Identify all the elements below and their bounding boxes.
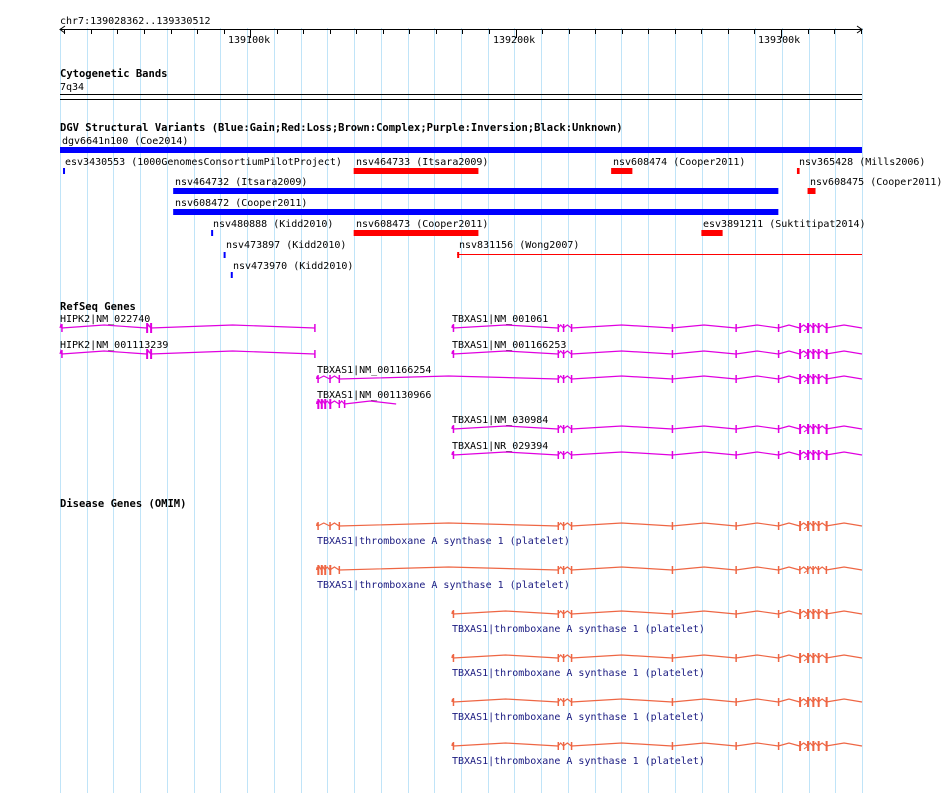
omim-gene-intron xyxy=(672,699,736,702)
refseq-gene-intron xyxy=(563,376,571,379)
omim-gene-intron xyxy=(571,567,672,570)
refseq-gene-intron xyxy=(453,325,558,328)
omim-gene-exon xyxy=(321,565,323,575)
omim-gene-intron xyxy=(563,567,571,570)
feature-label: HIPK2|NM_001113239 xyxy=(60,340,169,351)
omim-gene-intron xyxy=(826,699,862,702)
refseq-gene-intron xyxy=(563,351,571,354)
refseq-gene-intron xyxy=(736,376,778,379)
omim-gene-intron xyxy=(672,523,736,526)
refseq-gene-exon xyxy=(314,324,316,332)
omim-gene-intron xyxy=(330,523,339,526)
omim-gene-exon xyxy=(799,741,801,751)
refseq-gene-exon xyxy=(314,350,316,358)
omim-gene-exon xyxy=(571,742,573,750)
refseq-gene-exon xyxy=(812,450,814,460)
omim-gene-exon xyxy=(453,742,455,750)
refseq-gene-intron xyxy=(563,325,571,328)
omim-gene-exon xyxy=(812,741,814,751)
omim-gene-exon xyxy=(812,521,814,531)
refseq-gene-intron xyxy=(778,376,799,379)
refseq-gene-intron xyxy=(62,325,147,328)
omim-gene-intron xyxy=(672,743,736,746)
feature-label: TBXAS1|NR_029394 xyxy=(452,441,549,452)
omim-gene-exon xyxy=(826,653,828,663)
refseq-gene-exon xyxy=(571,425,573,433)
refseq-gene-exon xyxy=(735,451,737,459)
omim-gene-exon xyxy=(563,742,565,750)
refseq-gene-exon xyxy=(826,450,828,460)
refseq-gene-intron xyxy=(736,426,778,429)
refseq-gene-exon xyxy=(799,424,801,434)
omim-gene-intron xyxy=(453,655,558,658)
feature-label: nsv464733 (Itsara2009) xyxy=(356,157,489,168)
omim-gene-intron xyxy=(826,655,862,658)
omim-gene-exon xyxy=(818,741,820,751)
refseq-gene-intron xyxy=(672,452,736,455)
omim-gene-exon xyxy=(563,522,565,530)
omim-gene-exon xyxy=(735,566,737,574)
omim-gene-intron xyxy=(736,523,778,526)
omim-gene-exon xyxy=(826,521,828,531)
refseq-gene-intron xyxy=(778,351,799,354)
refseq-gene-intron xyxy=(318,376,330,379)
refseq-gene-intron xyxy=(62,351,147,354)
omim-gene-intron xyxy=(778,699,799,702)
refseq-gene-exon xyxy=(672,350,674,358)
refseq-gene-intron xyxy=(453,426,558,429)
refseq-gene-exon xyxy=(453,451,455,459)
feature-label: nsv831156 (Wong2007) xyxy=(459,240,580,251)
refseq-gene-intron xyxy=(736,325,778,328)
refseq-gene-exon xyxy=(453,324,455,332)
omim-gene-intron xyxy=(563,611,571,614)
refseq-gene-intron xyxy=(778,452,799,455)
refseq-gene-exon xyxy=(563,324,565,332)
omim-gene-exon xyxy=(571,610,573,618)
refseq-gene-exon xyxy=(826,374,828,384)
omim-gene-exon xyxy=(799,566,801,574)
refseq-gene-intron xyxy=(563,426,571,429)
dgv-feature xyxy=(354,168,479,174)
refseq-gene-exon xyxy=(826,323,828,333)
omim-gene-exon xyxy=(812,697,814,707)
refseq-gene-intron xyxy=(672,325,736,328)
cytoband-label: 7q34 xyxy=(60,82,85,93)
feature-label: esv3891211 (Suktitipat2014) xyxy=(703,219,866,230)
dgv-feature xyxy=(797,168,800,174)
omim-gene-intron xyxy=(826,611,862,614)
omim-gene-exon xyxy=(735,742,737,750)
feature-label: nsv473970 (Kidd2010) xyxy=(233,261,354,272)
omim-gene-exon xyxy=(812,653,814,663)
refseq-gene-exon xyxy=(778,375,780,383)
omim-gene-exon xyxy=(826,697,828,707)
omim-gene-exon xyxy=(453,698,455,706)
refseq-gene-exon xyxy=(339,400,341,408)
refseq-gene-exon xyxy=(558,350,560,358)
refseq-gene-exon xyxy=(735,324,737,332)
refseq-gene-intron xyxy=(826,325,862,328)
refseq-gene-intron xyxy=(571,325,672,328)
refseq-gene-intron xyxy=(826,452,862,455)
feature-label: TBXAS1|NM_001130966 xyxy=(317,390,432,401)
omim-gene-intron xyxy=(563,699,571,702)
omim-gene-exon xyxy=(563,610,565,618)
omim-gene-exon xyxy=(453,654,455,662)
refseq-gene-exon xyxy=(344,400,346,408)
omim-gene-intron xyxy=(563,655,571,658)
refseq-gene-intron xyxy=(826,351,862,354)
refseq-gene-intron xyxy=(563,452,571,455)
omim-gene-intron xyxy=(826,567,862,570)
omim-gene-intron xyxy=(736,567,778,570)
omim-gene-exon xyxy=(735,654,737,662)
feature-label: nsv365428 (Mills2006) xyxy=(799,157,926,168)
refseq-gene-exon xyxy=(818,323,820,333)
refseq-gene-intron xyxy=(672,351,736,354)
refseq-gene-exon xyxy=(672,324,674,332)
refseq-gene-exon xyxy=(818,349,820,359)
feature-label: nsv473897 (Kidd2010) xyxy=(226,240,347,251)
dgv-feature xyxy=(60,147,862,153)
omim-gene-exon xyxy=(571,698,573,706)
omim-gene-intron xyxy=(778,611,799,614)
refseq-gene-exon xyxy=(799,374,801,384)
ruler-tick-label: 139200k xyxy=(493,35,536,46)
omim-gene-exon xyxy=(778,566,780,574)
refseq-gene-intron xyxy=(571,452,672,455)
feature-label: TBXAS1|thromboxane A synthase 1 (platelet) xyxy=(452,712,705,723)
refseq-gene-intron xyxy=(778,426,799,429)
refseq-gene-intron xyxy=(778,325,799,328)
omim-gene-exon xyxy=(826,741,828,751)
omim-gene-exon xyxy=(558,522,560,530)
refseq-gene-exon xyxy=(778,451,780,459)
omim-gene-intron xyxy=(453,699,558,702)
feature-label: nsv480888 (Kidd2010) xyxy=(213,219,334,230)
refseq-gene-exon xyxy=(735,375,737,383)
refseq-gene-intron xyxy=(826,376,862,379)
refseq-gene-exon xyxy=(799,349,801,359)
omim-gene-exon xyxy=(818,653,820,663)
refseq-gene-exon xyxy=(778,350,780,358)
omim-gene-exon xyxy=(818,697,820,707)
refseq-gene-exon xyxy=(812,323,814,333)
omim-gene-intron xyxy=(818,567,826,570)
omim-gene-exon xyxy=(778,654,780,662)
refseq-gene-exon xyxy=(826,424,828,434)
refseq-gene-exon xyxy=(317,375,319,383)
omim-gene-intron xyxy=(672,567,736,570)
omim-gene-exon xyxy=(778,610,780,618)
omim-gene-exon xyxy=(563,654,565,662)
refseq-gene-exon xyxy=(672,451,674,459)
refseq-gene-intron xyxy=(453,452,558,455)
omim-gene-exon xyxy=(672,654,674,662)
ruler-tick-label: 139300k xyxy=(758,35,801,46)
refseq-gene-exon xyxy=(563,350,565,358)
omim-gene-exon xyxy=(317,522,319,530)
refseq-gene-exon xyxy=(812,349,814,359)
omim-gene-intron xyxy=(339,523,558,526)
refseq-gene-intron xyxy=(571,351,672,354)
feature-label: nsv608474 (Cooper2011) xyxy=(613,157,746,168)
refseq-gene-exon xyxy=(150,323,152,333)
omim-gene-intron xyxy=(571,523,672,526)
dgv-feature xyxy=(211,230,213,236)
refseq-gene-exon xyxy=(558,451,560,459)
refseq-gene-intron xyxy=(571,426,672,429)
refseq-gene-intron xyxy=(826,426,862,429)
omim-gene-intron xyxy=(318,523,330,526)
omim-gene-exon xyxy=(571,522,573,530)
refseq-gene-exon xyxy=(826,349,828,359)
refseq-gene-exon xyxy=(799,323,801,333)
omim-gene-intron xyxy=(736,743,778,746)
omim-gene-exon xyxy=(672,566,674,574)
omim-gene-intron xyxy=(571,699,672,702)
feature-label: nsv464732 (Itsara2009) xyxy=(175,177,308,188)
refseq-gene-exon xyxy=(571,350,573,358)
omim-gene-intron xyxy=(672,611,736,614)
refseq-gene-intron xyxy=(736,452,778,455)
omim-gene-exon xyxy=(818,521,820,531)
omim-gene-intron xyxy=(453,743,558,746)
omim-gene-exon xyxy=(563,566,565,574)
refseq-gene-intron xyxy=(339,376,558,379)
omim-gene-exon xyxy=(672,698,674,706)
refseq-gene-intron xyxy=(330,376,339,379)
omim-gene-exon xyxy=(324,565,326,575)
feature-label: TBXAS1|NM_001061 xyxy=(452,314,549,325)
omim-gene-exon xyxy=(778,698,780,706)
omim-gene-exon xyxy=(735,522,737,530)
feature-label: esv3430553 (1000GenomesConsortiumPilotProject) xyxy=(65,157,342,168)
refseq-gene-intron xyxy=(571,376,672,379)
omim-gene-exon xyxy=(672,610,674,618)
omim-gene-exon xyxy=(735,698,737,706)
omim-gene-exon xyxy=(558,610,560,618)
refseq-gene-exon xyxy=(571,451,573,459)
dgv-feature xyxy=(611,168,632,174)
feature-label: TBXAS1|NM_001166254 xyxy=(317,365,432,376)
feature-label: nsv608475 (Cooper2011) xyxy=(810,177,942,188)
dgv-feature xyxy=(63,168,65,174)
track-title-dgv: DGV Structural Variants (Blue:Gain;Red:Loss;Brown:Complex;Purple:Inversion;Black:Unknown) xyxy=(60,122,623,134)
track-title-refseq: RefSeq Genes xyxy=(60,301,136,313)
refseq-gene-intron xyxy=(736,351,778,354)
track-title-omim: Disease Genes (OMIM) xyxy=(60,498,187,510)
feature-label: HIPK2|NM_022740 xyxy=(60,314,151,325)
refseq-gene-exon xyxy=(672,375,674,383)
track-title-cytoband: Cytogenetic Bands xyxy=(60,68,168,80)
refseq-gene-exon xyxy=(818,374,820,384)
refseq-gene-exon xyxy=(563,375,565,383)
feature-label: dgv6641n100 (Coe2014) xyxy=(62,136,189,147)
refseq-gene-exon xyxy=(61,324,63,332)
feature-label: TBXAS1|thromboxane A synthase 1 (platelet) xyxy=(452,624,705,635)
dgv-feature xyxy=(224,252,226,258)
omim-gene-exon xyxy=(826,566,828,574)
refseq-gene-exon xyxy=(329,375,331,383)
omim-gene-exon xyxy=(558,698,560,706)
ruler-position: chr7:139028362..139330512 xyxy=(60,16,211,27)
omim-gene-exon xyxy=(812,609,814,619)
omim-gene-exon xyxy=(799,697,801,707)
feature-label: nsv608473 (Cooper2011) xyxy=(356,219,489,230)
omim-gene-exon xyxy=(735,610,737,618)
refseq-gene-exon xyxy=(453,350,455,358)
omim-gene-intron xyxy=(453,611,558,614)
refseq-gene-exon xyxy=(558,425,560,433)
omim-gene-intron xyxy=(571,743,672,746)
feature-label: TBXAS1|thromboxane A synthase 1 (platelet) xyxy=(317,580,570,591)
dgv-feature xyxy=(231,272,233,278)
omim-gene-exon xyxy=(329,522,331,530)
omim-gene-exon xyxy=(558,566,560,574)
omim-gene-exon xyxy=(339,566,341,574)
refseq-gene-exon xyxy=(453,425,455,433)
refseq-gene-exon xyxy=(61,350,63,358)
omim-gene-exon xyxy=(317,565,319,575)
refseq-gene-intron xyxy=(453,351,558,354)
omim-gene-exon xyxy=(571,566,573,574)
omim-gene-intron xyxy=(778,655,799,658)
refseq-gene-exon xyxy=(571,375,573,383)
omim-gene-exon xyxy=(778,742,780,750)
omim-gene-intron xyxy=(778,743,799,746)
refseq-gene-intron xyxy=(672,426,736,429)
feature-label: TBXAS1|NM_030984 xyxy=(452,415,549,426)
omim-gene-intron xyxy=(826,743,862,746)
ruler-tick-label: 139100k xyxy=(228,35,271,46)
refseq-gene-intron xyxy=(344,401,396,404)
omim-gene-intron xyxy=(736,655,778,658)
omim-gene-intron xyxy=(736,699,778,702)
omim-gene-exon xyxy=(672,742,674,750)
refseq-gene-exon xyxy=(339,375,341,383)
refseq-gene-exon xyxy=(778,425,780,433)
feature-label: TBXAS1|thromboxane A synthase 1 (platelet) xyxy=(317,536,570,547)
omim-gene-exon xyxy=(571,654,573,662)
refseq-gene-exon xyxy=(563,425,565,433)
omim-gene-exon xyxy=(453,610,455,618)
omim-gene-intron xyxy=(778,567,799,570)
dgv-feature xyxy=(808,188,816,194)
dgv-feature xyxy=(701,230,722,236)
omim-gene-intron xyxy=(563,523,571,526)
omim-gene-exon xyxy=(818,566,820,574)
omim-gene-exon xyxy=(672,522,674,530)
refseq-gene-exon xyxy=(818,450,820,460)
feature-label: TBXAS1|thromboxane A synthase 1 (platelet) xyxy=(452,668,705,679)
omim-gene-exon xyxy=(778,522,780,530)
omim-gene-exon xyxy=(563,698,565,706)
feature-label: TBXAS1|NM_001166253 xyxy=(452,340,567,351)
refseq-gene-exon xyxy=(778,324,780,332)
omim-gene-intron xyxy=(672,655,736,658)
refseq-gene-exon xyxy=(735,425,737,433)
omim-gene-exon xyxy=(558,654,560,662)
refseq-gene-intron xyxy=(151,351,315,354)
dgv-feature xyxy=(173,188,778,194)
omim-gene-intron xyxy=(778,523,799,526)
omim-gene-intron xyxy=(571,655,672,658)
omim-gene-intron xyxy=(826,523,862,526)
omim-gene-exon xyxy=(329,565,331,575)
refseq-gene-intron xyxy=(672,376,736,379)
omim-gene-intron xyxy=(563,743,571,746)
dgv-feature xyxy=(173,209,778,215)
refseq-gene-exon xyxy=(818,424,820,434)
refseq-gene-exon xyxy=(558,324,560,332)
omim-gene-intron xyxy=(571,611,672,614)
omim-gene-intron xyxy=(736,611,778,614)
omim-gene-exon xyxy=(818,609,820,619)
omim-gene-exon xyxy=(799,609,801,619)
dgv-feature xyxy=(354,230,479,236)
omim-gene-intron xyxy=(339,567,558,570)
refseq-gene-exon xyxy=(812,424,814,434)
omim-gene-exon xyxy=(339,522,341,530)
refseq-gene-intron xyxy=(151,325,315,328)
omim-gene-exon xyxy=(812,566,814,574)
omim-gene-exon xyxy=(558,742,560,750)
refseq-gene-exon xyxy=(672,425,674,433)
feature-label: nsv608472 (Cooper2011) xyxy=(175,198,308,209)
refseq-gene-exon xyxy=(563,451,565,459)
omim-gene-exon xyxy=(826,609,828,619)
omim-gene-exon xyxy=(799,521,801,531)
refseq-gene-exon xyxy=(799,450,801,460)
refseq-gene-exon xyxy=(735,350,737,358)
refseq-gene-exon xyxy=(571,324,573,332)
dgv-feature-cap xyxy=(457,252,459,258)
refseq-gene-exon xyxy=(558,375,560,383)
refseq-gene-exon xyxy=(812,374,814,384)
feature-label: TBXAS1|thromboxane A synthase 1 (platelet) xyxy=(452,756,705,767)
omim-gene-exon xyxy=(799,653,801,663)
